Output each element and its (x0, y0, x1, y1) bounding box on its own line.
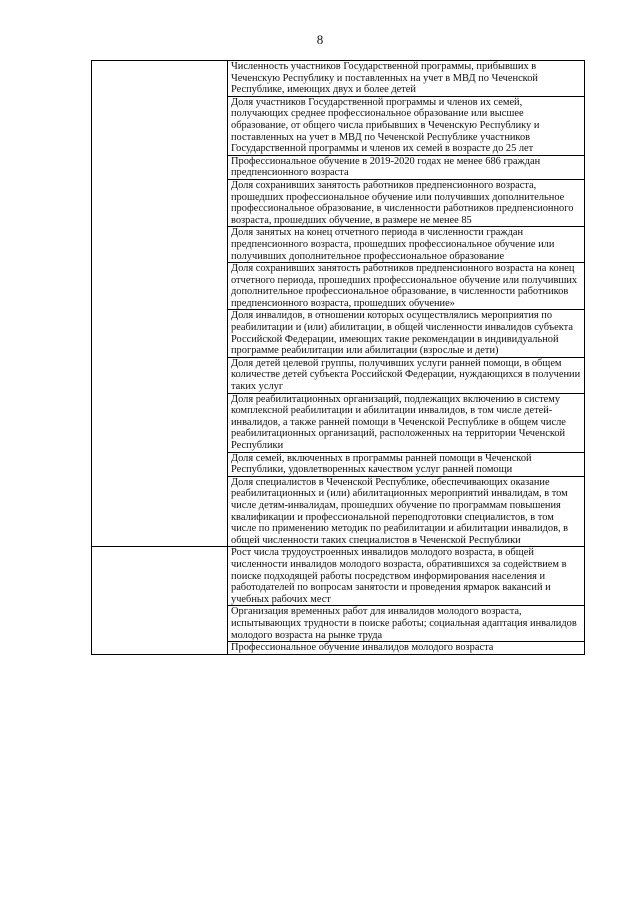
indicator-cell: Рост числа трудоустроенных инвалидов молодого возраста, в общей численности инвалидов молодого возраста, обратившихся за содействием в поиске подходящей работы посредством информирования населения и работодателей по вопросам занятости и проведения ярмарок вакансий и учебных рабочих мест (228, 547, 585, 606)
table-row (92, 547, 585, 606)
indicator-cell: Организация временных работ для инвалидов молодого возраста, испытывающих трудности в поиске работы; социальная адаптация инвалидов молодого возраста на рынке труда (228, 606, 585, 642)
table-row (92, 61, 585, 97)
page-number: 8 (316, 32, 324, 47)
indicators-table (91, 60, 585, 655)
indicator-cell: Профессиональное обучение инвалидов молодого возраста (228, 642, 585, 655)
indicator-cell: Доля сохранивших занятость работников предпенсионного возраста, прошедших профессиональное обучение или получивших дополнительное профессиональное образование, в численности работников предпенсионного возраста, прошедших обучение, в размере не менее 85 (228, 179, 585, 226)
indicator-cell: Доля семей, включенных в программы ранней помощи в Чеченской Республики, удовлетворенных качеством услуг ранней помощи (228, 452, 585, 476)
indicator-cell: Доля специалистов в Чеченской Республике, обеспечивающих оказание реабилитационных и (или) абилитационных мероприятий инвалидам, в том числе детям-инвалидам, прошедших обучение по программам повышения квалификации и профессиональной переподготовки специалистов, в том числе по применению методик по реабилитации и абилитации инвалидов, в общей численности таких специалистов в Чеченской Республики (228, 476, 585, 547)
indicator-cell: Доля участников Государственной программы и членов их семей, получающих среднее профессиональное образование или высшее образование, от общего числа прибывших в Чеченскую Республику и поставленных на учет в МВД по Чеченской Республике участников Государственной программы и членов их семей в возрасте до 25 лет (228, 96, 585, 155)
indicator-cell: Доля сохранивших занятость работников предпенсионного возраста на конец отчетного периода, прошедших профессиональное обучение или получивших дополнительное профессиональное образование, в численности работников предпенсионного возраста, прошедших обучение» (228, 263, 585, 310)
empty-left-cell-1 (92, 61, 228, 547)
empty-left-cell-2 (92, 547, 228, 654)
indicator-cell: Доля занятых на конец отчетного периода в численности граждан предпенсионного возраста, прошедших профессиональное обучение или получивших дополнительное профессиональное образование (228, 227, 585, 263)
indicator-cell: Доля реабилитационных организаций, подлежащих включению в систему комплексной реабилитации и абилитации инвалидов, в том числе детей-инвалидов, а также ранней помощи в Чеченской Республике в общем числе реабилитационных организаций, расположенных на территории Чеченской Республики (228, 393, 585, 452)
indicator-cell: Доля детей целевой группы, получивших услуги ранней помощи, в общем количестве детей субъекта Российской Федерации, нуждающихся в получении таких услуг (228, 357, 585, 393)
indicator-cell: Численность участников Государственной программы, прибывших в Чеченскую Республику и поставленных на учет в МВД по Чеченской Республике, имеющих двух и более детей (228, 61, 585, 97)
indicator-cell: Доля инвалидов, в отношении которых осуществлялись мероприятия по реабилитации и (или) абилитации, в общей численности инвалидов субъекта Российской Федерации, имеющих такие рекомендации в индивидуальной программе реабилитации или абилитации (взрослые и дети) (228, 310, 585, 357)
indicator-cell: Профессиональное обучение в 2019-2020 годах не менее 686 граждан предпенсионного возраста (228, 155, 585, 179)
